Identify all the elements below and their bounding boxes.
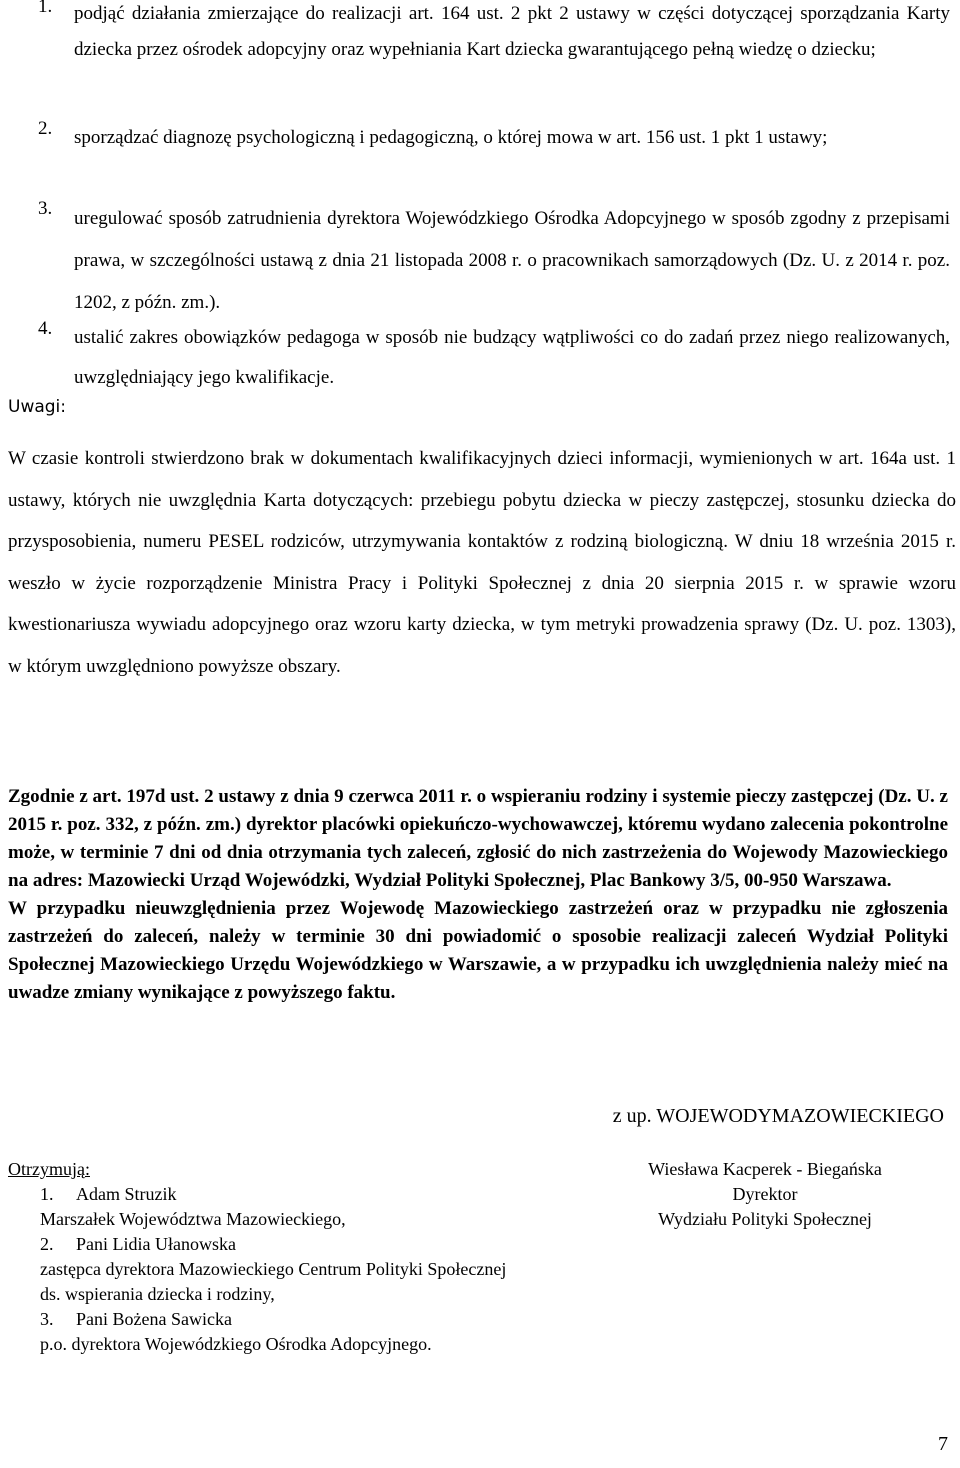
recipient-name-text: Pani Lidia Ułanowska [76,1234,236,1254]
list-item-text: sporządzać diagnozę psychologiczną i pedagogiczną, o której mowa w art. 156 ust. 1 pkt 1 ustawy; [74,127,828,148]
recipient-name [8,1307,506,1332]
list-item-number: 3. [38,198,53,219]
list-item-number: 1. [38,0,53,17]
list-item [38,0,950,68]
recipients-heading: Otrzymują: [8,1159,90,1179]
list-item-number: 4. [38,318,53,339]
list-item-number: 2. [38,118,53,139]
recipient-role: p.o. dyrektora Wojewódzkiego Ośrodka Adopcyjnego. [40,1334,432,1354]
recipient-role: zastępca dyrektora Mazowieckiego Centrum Polityki Społecznej [40,1259,507,1279]
page-number: 7 [938,1433,948,1455]
legal-notice [8,783,948,1007]
remarks-heading: Uwagi: [8,397,67,417]
signatory-block [600,1157,930,1232]
recipient-name [8,1232,506,1257]
recipient-name-text: Pani Bożena Sawicka [76,1309,232,1329]
list-item [38,198,950,324]
recipient-role: Marszałek Województwa Mazowieckiego, [40,1209,346,1229]
recipients-list [8,1157,506,1357]
recipient-name-text: Adam Struzik [76,1184,177,1204]
recipient-role: ds. wspierania dziecka i rodziny, [40,1284,275,1304]
list-item [38,318,950,398]
recipient-name [8,1182,506,1207]
signatory-department: Wydziału Polityki Społecznej [658,1209,872,1229]
list-item-text: uregulować sposób zatrudnienia dyrektora Wojewódzkiego Ośrodka Adopcyjnego w sposób zgodny z przepisami prawa, w szczególności ustawą z dnia 21 listopada 2008 r. o pracownikach samorządowych (Dz. U. z 2014 r. poz. 1202, z późn. zm.). [74,208,950,313]
recipient-number: 2. [40,1234,54,1254]
list-item [38,118,950,158]
recipient-number: 1. [40,1184,54,1204]
legal-paragraph-objections: Zgodnie z art. 197d ust. 2 ustawy z dnia 9 czerwca 2011 r. o wspieraniu rodziny i systemie pieczy zastępczej (Dz. U. z 2015 r. poz. 332, z późn. zm.) dyrektor placówki opiekuńczo-wychowawczej, któremu wydano zalecenia pokontrolne może, w terminie 7 dni od dnia otrzymania tych zaleceń, zgłosić do nich zastrzeżenia do Wojewody Mazowieckiego na adres: Mazowiecki Urząd Wojewódzki, Wydział Polityki Społecznej, Plac Bankowy 3/5, 00-950 Warszawa. [8,786,948,891]
legal-paragraph-notification: W przypadku nieuwzględnienia przez Wojewodę Mazowieckiego zastrzeżeń oraz w przypadku nie zgłoszenia zastrzeżeń do zaleceń, należy w terminie 30 dni powiadomić o sposobie realizacji zaleceń Wydział Polityki Społecznej Mazowieckiego Urzędu Wojewódzkiego w Warszawie, a w przypadku ich uwzględnienia należy mieć na uwadze zmiany wynikające z powyższego faktu. [8,898,948,1003]
signatory-name: Wiesława Kacperek - Biegańska [648,1159,882,1179]
remarks-paragraph: W czasie kontroli stwierdzono brak w dokumentach kwalifikacyjnych dzieci informacji, wymienionych w art. 164a ust. 1 ustawy, których nie uwzględnia Karta dotyczących: przebiegu pobytu dziecka w pieczy zastępczej, stosunku dziecka do przysposobienia, numeru PESEL rodziców, utrzymywania kontaktów z rodziną biologiczną. W dniu 18 września 2015 r. weszło w życie rozporządzenie Ministra Pracy i Polityki Społecznej z dnia 20 sierpnia 2015 r. w sprawie wzoru kwestionariusza wywiadu adopcyjnego oraz wzoru karty dziecka, w tym metryki prowadzenia sprawy (Dz. U. poz. 1303), w którym uwzględniono powyższe obszary. [8,448,956,677]
signature-line: z up. WOJEWODYMAZOWIECKIEGO [612,1105,944,1127]
list-item-text: podjąć działania zmierzające do realizacji art. 164 ust. 2 pkt 2 ustawy w części dotyczącej sporządzania Karty dziecka przez ośrodek adopcyjny oraz wypełniania Kart dziecka gwarantującego pełną wiedzę o dziecku; [74,3,950,60]
signatory-title: Dyrektor [732,1184,798,1204]
recipient-number: 3. [40,1309,54,1329]
list-item-text: ustalić zakres obowiązków pedagoga w sposób nie budzący wątpliwości co do zadań przez niego realizowanych, uwzględniający jego kwalifikacje. [74,327,950,388]
